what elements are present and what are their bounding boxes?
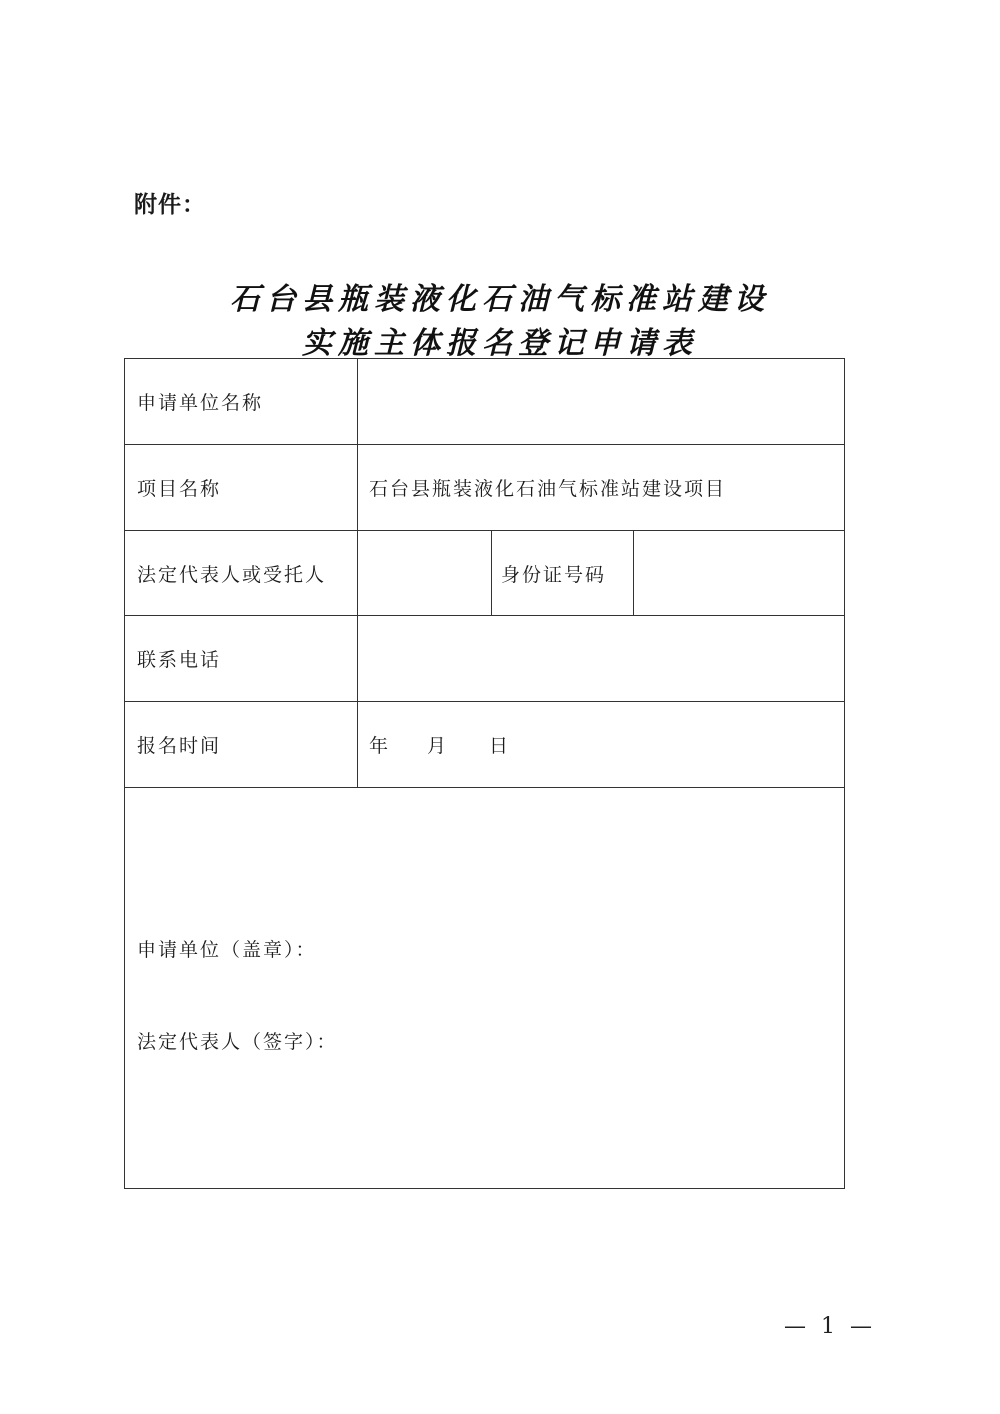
applicant-name-field[interactable] (357, 359, 844, 444)
project-name-label: 项目名称 (137, 478, 222, 500)
form-row-applicant-name (125, 359, 844, 445)
applicant-name-label: 申请单位名称 (137, 392, 264, 414)
form-row-phone (125, 616, 844, 702)
seal-label: 申请单位（盖章）： (137, 939, 317, 961)
form-row-legal-representative (125, 531, 844, 616)
page-number: — 1 — (784, 1314, 876, 1339)
signup-date-field[interactable] (357, 702, 844, 787)
date-month-label: 月 (427, 735, 449, 757)
registration-form-table (124, 358, 845, 1189)
document-title-line-1: 石台县瓶装液化石油气标准站建设 (230, 282, 770, 317)
phone-label: 联系电话 (137, 649, 222, 671)
form-row-project-name (125, 445, 844, 531)
legal-representative-label: 法定代表人或受托人 (137, 563, 327, 586)
id-number-label: 身份证号码 (501, 563, 607, 586)
signature-area (125, 788, 844, 1188)
phone-field[interactable] (357, 616, 844, 701)
signature-label: 法定代表人（签字）： (137, 1031, 338, 1053)
signup-time-label: 报名时间 (137, 735, 222, 757)
form-row-signup-time (125, 702, 844, 788)
date-day-label: 日 (489, 735, 511, 757)
legal-representative-field[interactable] (357, 531, 491, 615)
document-title-line-2: 实施主体报名登记申请表 (302, 326, 698, 361)
date-year-label: 年 (369, 735, 391, 757)
id-number-field[interactable] (633, 531, 844, 615)
attachment-label: 附件： (134, 192, 206, 218)
project-name-value: 石台县瓶装液化石油气标准站建设项目 (369, 478, 727, 500)
